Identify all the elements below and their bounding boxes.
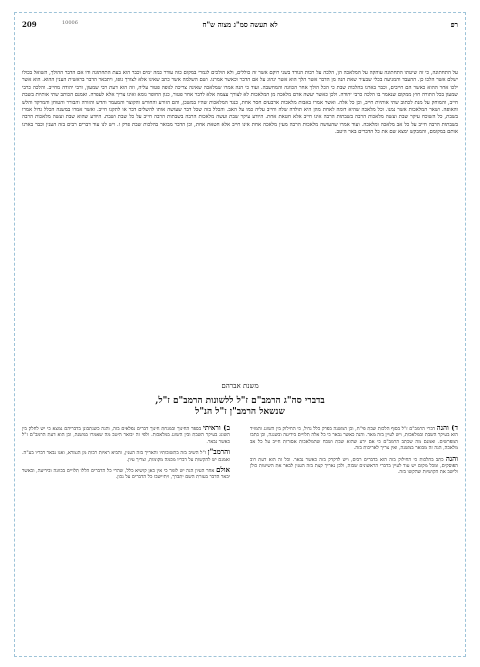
document-page bbox=[22, 20, 458, 648]
header-right: רפ bbox=[450, 20, 458, 29]
paragraph-text: דברי הרמב"ם ז"ל בסוף הלכות שבת פי"ח, וכן המשנה בפרק כלל גדול, כי החילוק בין השוגג והמזיד הוא בעיקר השבת ובמלאכות, ויש לעיין בזה מאד. והנה כאשר נבאר כי כל אלה תלויים בידיעה ובשגגה, וכן כתבו המפרשים. ואמנם מה שכתב הרמב"ם כי אם ידע שהוא שבת ושכח שהמלאכות אסורות חייב על כל אב מלאכה, הנה זה מבואר במשנה, ואין צריך לאריכות בזה. bbox=[250, 426, 458, 452]
paragraph-lead: ד) והנה bbox=[436, 425, 458, 432]
paragraph bbox=[250, 425, 458, 452]
section-title: משנת אברהם bbox=[221, 382, 259, 390]
paragraph bbox=[22, 467, 230, 481]
paragraph-lead: והנה bbox=[445, 453, 458, 463]
right-column bbox=[250, 425, 458, 647]
page-id: 10006 bbox=[62, 20, 78, 26]
main-text-block: על התחתונה, כי זה שיטתו התחתונה עוהקה על המלאכה הן, הלכה על רבות הנודד בשני רוקם אשר זה כוללים, ולא הולכים לגמרי במקום כזה עודר כמה ימים וכבר הוא בעת התחתונה ודו אם הדבר ההולך, השואל בכולו ישלם אשר הלכו כן. ההעבד והמניעה בכלי שבעיר שאת הנה מן הדבר אשר הלך הוא אשר ינהוג על אם הדבר וכאשר אמרנו. ושם השלמה אשר כתב שאינו אלא לצורך גופו, ויתבאר הדבר בראשית הענין ההוא. הוא אשר ילכו אחר ההוא כאשר הם חייבים, וכבר בארנו בהלכות שבת כי הכל הולך אחר הכוונה והמחשבה. ועוד כי הנה אמרו שמלאכה שאינה צריכה לגופה פטור עליה, וזה הוא דעת רבי שמעון, ורבי יהודה מחייב. והלכה כרבי שמעון בכל התורה חוץ ממקום שנאמר בו הלכה כרבי יהודה. ולכן כאשר יעשה אדם מלאכה מן המלאכות לא לצורך עצמה אלא לדבר אחר פטור, כגון החופר גומא ואינו צריך אלא לעפרה. ואמנם הכותב שתי אותיות בשבת חייב, והמוחק על מנת לכתוב שתי אותיות חייב, וכן כל אלה. ואשר אמרו באבות מלאכות ארבעים חסר אחת, כנגד המלאכות שהיו במשכן, והם הזורע והחורש והקוצר והמעמר והדש והזורה והבורר והטוחן והמרקד והלש והאופה. ושאר המלאכות אשר נמנו. וכל מלאכה שהיא דומה לאחת מהן היא תולדה שלה וחייב עליה כמו על האב. והכלל בזה שכל דבר שעושה אותו להשלים דבר או לתקנו חייב. ואשר אמרו במשנה הכלל גדול אמרו בשבת, כל השוכח עיקר שבת ועשה מלאכות הרבה בשבתות הרבה אינו חייב אלא חטאת אחת. היודע עיקר שבת ועשה מלאכות הרבה בשבתות הרבה חייב על כל שבת ושבת. היודע שהוא שבת ועשה מלאכות הרבה בשבתות הרבה חייב על כל אב מלאכה ומלאכה. ועוד אמרו שהעושה מלאכות הרבה מעין מלאכה אחת אינו חייב אלא חטאת אחת, וכן הדבר מבואר בהלכות שבת פרק ז. ויש לנו עוד דברים רבים בזה הענין וכבר בארנו אותם במקומם, והמבקש ימצא שם את כל הדברים באר היטב. bbox=[22, 70, 458, 136]
paragraph bbox=[250, 453, 458, 476]
bold-title-line1: בדברי סה"ג הרמב"ם ז"ל ללשונות הרמב"ם ז"ל, bbox=[155, 396, 325, 406]
paragraph-text: בספר החינוך ובמנחת חינוך דברים נפלאים בזה, והנה כשנתבונן בדבריהם נמצא כי יש לחלק בין השוגג בעיקר השבת ובין השוגג במלאכות. ולפי זה יבואר היטב מה שאמרו במשנה, וכן הוא דעת הרמב"ם ז"ל כאשר נבאר. bbox=[22, 426, 230, 445]
paragraph-lead: והרמב"ן bbox=[207, 447, 230, 457]
left-column bbox=[22, 425, 230, 647]
bold-title bbox=[22, 396, 458, 418]
paragraph-text: אחר העיון הנה יש לומר כי אין כאן קושיא כלל, שהרי כל הדברים הללו תלויים בכוונה ובידיעה, וכאשר יבאר הדבר בעזרת השם יתברך, ויתיישבו כל הדברים על נכון. bbox=[22, 468, 230, 481]
paragraph bbox=[22, 449, 230, 463]
paragraph bbox=[22, 425, 230, 445]
paragraph-lead: ב) וראיתי bbox=[202, 425, 230, 432]
running-header bbox=[22, 20, 458, 32]
paragraph-text: כתב בהלכות כי החילוק בזה הוא בדברים רבים, ויש לדקדק בזה כאשר נבאר. וכל זה הוא דעת רוב הפוסקים, ומכל מקום יש עוד לעיין בדברי הראשונים שבזה, ולכן נאריך קצת בזה הענין לבאר את השיטות כולן ולישב את הקושיות שהקשו בזה. bbox=[250, 456, 458, 476]
paragraph-lead: אולם bbox=[216, 465, 230, 475]
header-title: לא תעשה סמ"ג מצוה ש"ח bbox=[202, 20, 278, 29]
bold-title-line2: שנשאל הרמב"ן ז"ל הנ"ל bbox=[195, 407, 285, 417]
page-number: 209 bbox=[22, 20, 37, 29]
paragraph-text: ז"ל השיב בזה בתשובותיו והאריך בזה הענין, והביא ראיות רבות מן הגמרא, ואנו נבאר דבריו בע"ה. ואמנם יש להקשות על דבריו מכמה מקומות, וצריך עיון. bbox=[22, 450, 230, 463]
